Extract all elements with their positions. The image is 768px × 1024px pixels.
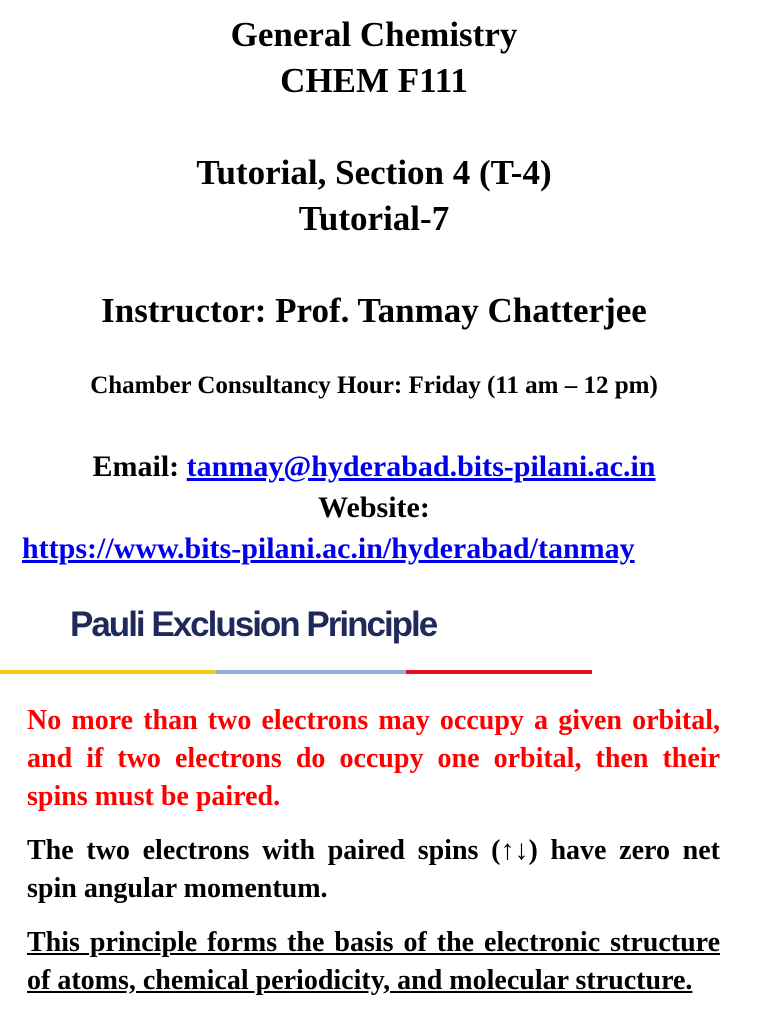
tutorial-section: Tutorial, Section 4 (T-4) xyxy=(196,153,552,192)
website-line xyxy=(22,530,635,568)
slide-heading: Pauli Exclusion Principle xyxy=(70,605,437,644)
email-line xyxy=(0,448,748,486)
email-link[interactable]: tanmay@hyderabad.bits-pilani.ac.in xyxy=(186,450,656,483)
website-label: Website: xyxy=(318,491,430,524)
course-title: General Chemistry xyxy=(230,15,518,54)
divider-yellow-segment xyxy=(0,670,216,674)
pauli-statement: No more than two electrons may occupy a given orbital, and if two electrons do occupy one orbital, then their spins must be paired. xyxy=(27,705,720,812)
course-code: CHEM F111 xyxy=(280,61,468,100)
principle-significance: This principle forms the basis of the electronic structure of atoms, chemical periodicity, and molecular structure. xyxy=(27,927,720,996)
instructor-name: Instructor: Prof. Tanmay Chatterjee xyxy=(101,291,647,330)
divider-blue-segment xyxy=(216,670,406,674)
website-link[interactable]: https://www.bits-pilani.ac.in/hyderabad/tanmay xyxy=(22,532,635,565)
divider-red-segment xyxy=(406,670,592,674)
tutorial-number: Tutorial-7 xyxy=(298,199,450,238)
paired-spin-note: The two electrons with paired spins (↑↓) have zero net spin angular momentum. xyxy=(27,835,720,904)
pauli-slide xyxy=(0,574,768,1024)
chamber-consultancy-hour: Chamber Consultancy Hour: Friday (11 am – 12 pm) xyxy=(90,372,658,399)
email-label: Email: xyxy=(92,450,187,483)
